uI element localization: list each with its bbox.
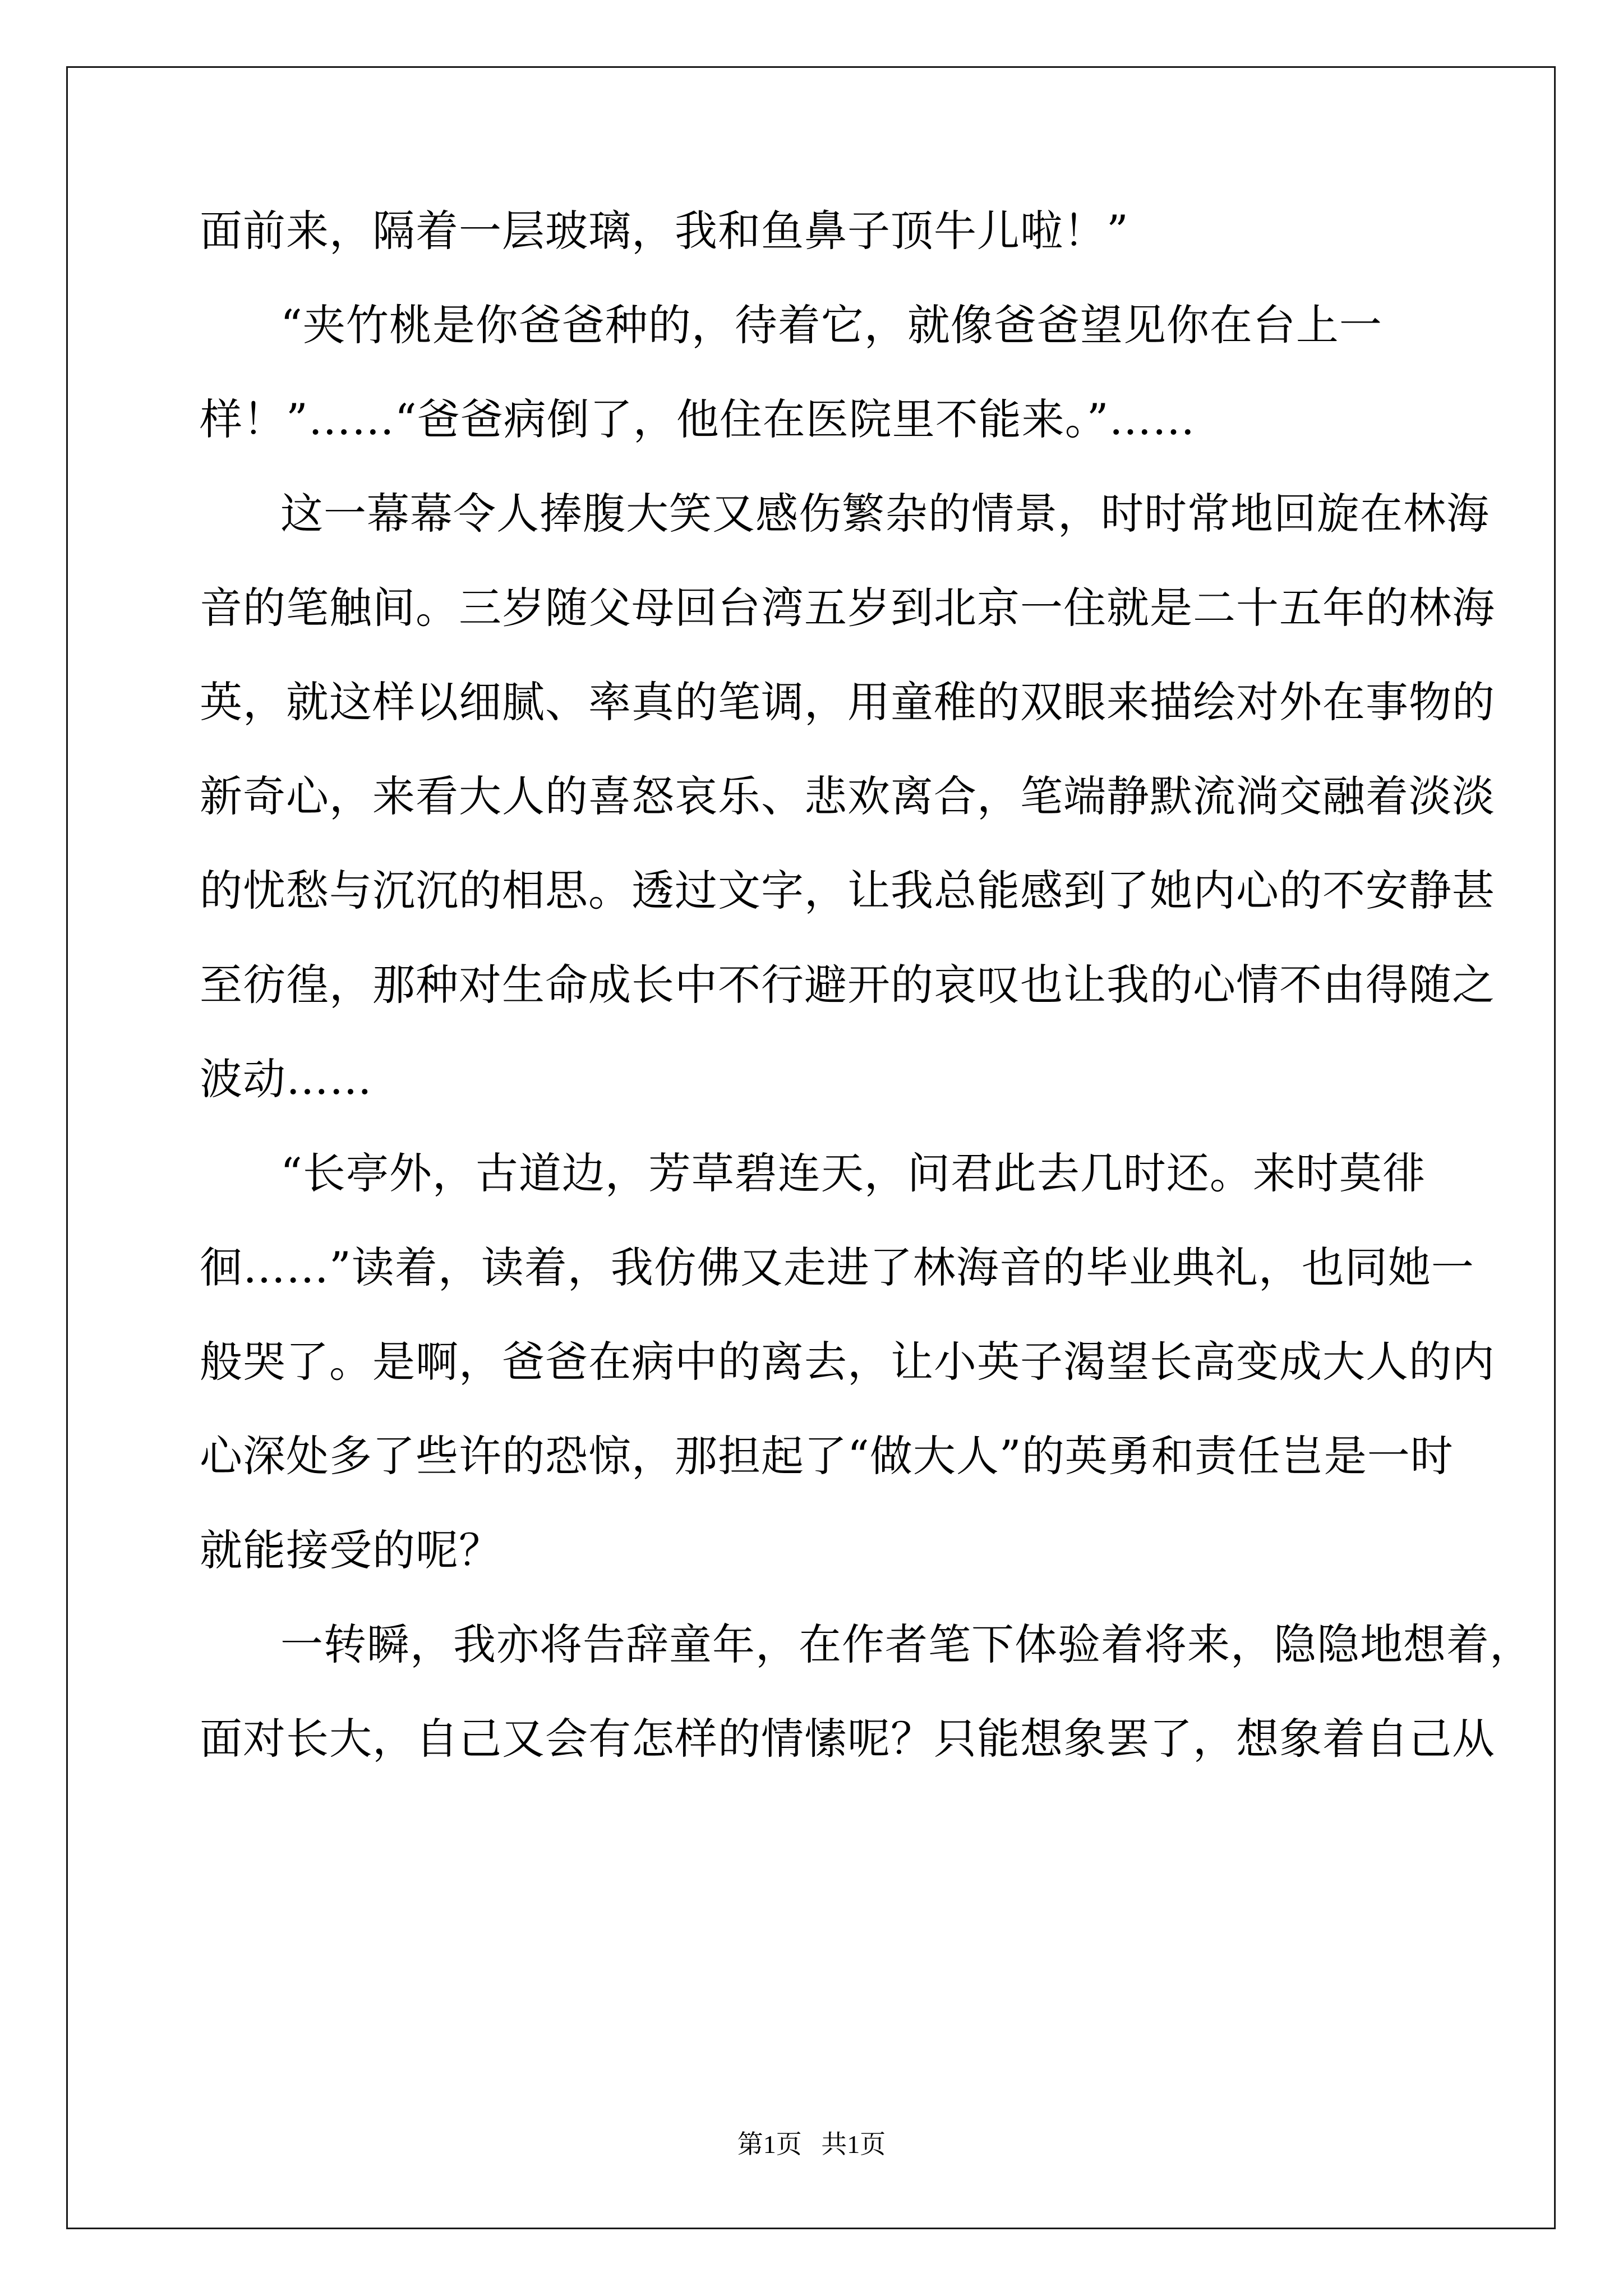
text-line-17: 面对长大，自己又会有怎样的情愫呢？只能想象罢了，想象着自己从 <box>200 1714 1495 1764</box>
text-line-4: 这一幕幕令人捧腹大笑又感伤繁杂的情景，时时常地回旋在林海 <box>280 489 1490 539</box>
text-line-5: 音的笔触间。三岁随父母回台湾五岁到北京一住就是二十五年的林海 <box>200 583 1495 633</box>
text-line-14: 心深处多了些许的恐惊，那担起了“做大人”的英勇和责任岂是一时 <box>200 1431 1454 1481</box>
text-line-7: 新奇心，来看大人的喜怒哀乐、悲欢离合，笔端静默流淌交融着淡淡 <box>200 771 1495 821</box>
text-line-10: 波动…… <box>200 1054 372 1104</box>
text-line-9: 至彷徨，那种对生命成长中不行避开的哀叹也让我的心情不由得随之 <box>200 960 1495 1010</box>
text-line-3: 样！”……“爸爸病倒了，他住在医院里不能来。”…… <box>200 394 1196 444</box>
text-line-8: 的忧愁与沉沉的相思。透过文字，让我总能感到了她内心的不安静甚 <box>200 866 1495 915</box>
text-line-11: “长亭外，古道边，芳草碧连天，问君此去几时还。来时莫徘 <box>280 1148 1426 1198</box>
page-footer <box>0 2129 1623 2160</box>
text-line-2: “夹竹桃是你爸爸种的，待着它，就像爸爸望见你在台上一 <box>280 300 1382 350</box>
text-line-1: 面前来，隔着一层玻璃，我和鱼鼻子顶牛儿啦！” <box>200 206 1129 256</box>
page-total: 共1页 <box>821 2130 886 2159</box>
text-line-6: 英，就这样以细腻、率真的笔调，用童稚的双眼来描绘对外在事物的 <box>200 677 1495 727</box>
page-number: 第1页 <box>737 2130 802 2159</box>
text-line-13: 般哭了。是啊，爸爸在病中的离去，让小英子渴望长高变成大人的内 <box>200 1337 1495 1387</box>
text-line-15: 就能接受的呢？ <box>200 1525 502 1575</box>
text-line-12: 徊……”读着，读着，我仿佛又走进了林海音的毕业典礼，也同她一 <box>200 1243 1474 1292</box>
text-line-16: 一转瞬，我亦将告辞童年，在作者笔下体验着将来，隐隐地想着， <box>280 1619 1533 1669</box>
